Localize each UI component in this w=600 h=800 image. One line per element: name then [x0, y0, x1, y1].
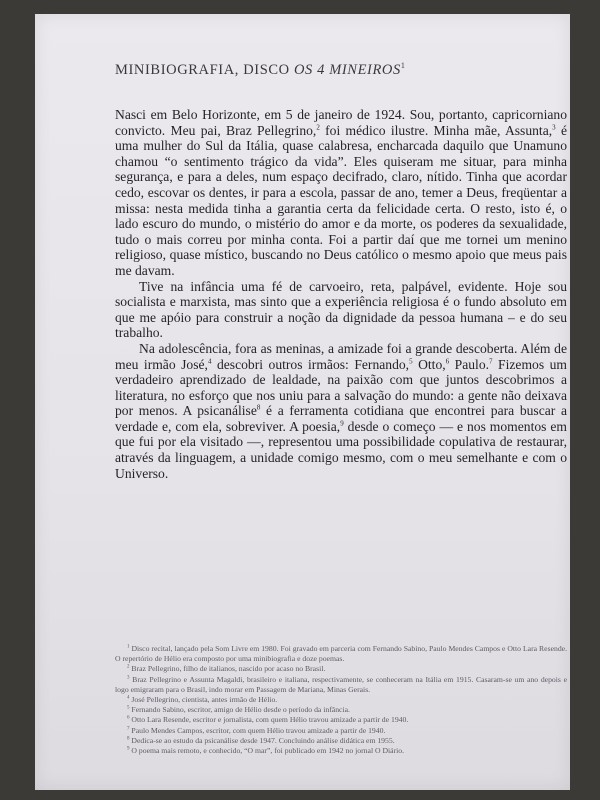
footnote-number: 8 — [127, 736, 130, 742]
footnote-text: José Pellegrino, cientista, antes irmão de Hélio. — [129, 695, 278, 705]
footnote-number: 5 — [127, 705, 130, 711]
page-heading — [115, 61, 535, 79]
footnote-ref: 8 — [256, 403, 261, 412]
footnote-number: 7 — [127, 726, 130, 732]
paragraph-text: Tive na infância uma fé de carvoeiro, reta, palpável, evidente. Hoje sou socialista e marxista, mas sinto que a experiência religiosa é o fundo absoluto em que me apóio para construir a noção da dignidade da pessoa humana – e do seu trabalho. — [115, 278, 567, 341]
footnote-number: 3 — [127, 675, 130, 681]
footnote-text: Disco recital, lançado pela Som Livre em 1980. Foi gravado em parceria com Fernando Sabino, Paulo Mendes Campos e Otto Lara Resende. O repertório de Hélio era composto por uma minibiografia e doze poemas. — [115, 644, 567, 664]
footnote-text: Braz Pellegrino e Assunta Magaldi, brasileiro e italiana, respectivamente, se conheceram na Itália em 1915. Casaram-se um ano depois e logo emigraram para o Brasil, indo morar em Passagem de Mariana, Minas Gerais. — [115, 674, 567, 694]
footnote-ref: 5 — [409, 356, 413, 365]
footnote-text: Paulo Mendes Campos, escritor, com quem Hélio travou amizade a partir de 1940. — [129, 725, 386, 735]
footnote — [115, 664, 567, 674]
heading-text: MINIBIOGRAFIA, DISCO — [115, 61, 294, 78]
heading-footnote-mark: 1 — [400, 61, 406, 70]
paragraph-text: Na adolescência, fora as meninas, a amizade foi a grande descoberta. Além de meu irmão José, — [115, 340, 567, 372]
footnote-ref: 4 — [207, 356, 212, 365]
footnote-number: 1 — [127, 644, 130, 650]
paragraph-text: Otto, — [412, 356, 446, 372]
footnote-ref: 6 — [445, 356, 450, 365]
footnote — [115, 746, 567, 756]
footnote-text: O poema mais remoto, e conhecido, “O mar”, foi publicado em 1942 no jornal O Diário. — [129, 746, 405, 756]
paragraph-text: descobri outros irmãos: Fernando, — [211, 356, 410, 372]
footnote — [115, 695, 567, 705]
footnote-ref: 3 — [552, 123, 556, 132]
paragraph-text: é a ferramenta cotidiana que encontrei para buscar a verdade e, com ela, sobreviver. A poesia, — [115, 403, 567, 434]
footnote-number: 2 — [127, 664, 130, 670]
body-text — [115, 107, 567, 481]
footnote-text: Fernando Sabino, escritor, amigo de Hélio desde o período da infância. — [129, 705, 350, 715]
body-paragraph — [115, 107, 567, 279]
footnote — [115, 736, 567, 746]
paragraph-text: desde o começo — e nos momentos em que fui por ela visitado —, representou uma possibilidade copulativa de restaurar, através da linguagem, a unidade comigo mesmo, com o meu semelhante e com o Universo. — [115, 418, 567, 481]
footnote — [115, 726, 567, 736]
footnote — [115, 705, 567, 715]
footnote-ref: 9 — [340, 419, 344, 428]
footnote — [115, 675, 567, 695]
footnote-text: Braz Pellegrino, filho de italianos, nascido por acaso no Brasil. — [129, 664, 326, 674]
footnote — [115, 715, 567, 725]
paragraph-text: Fizemos um verdadeiro aprendizado de lealdade, na paixão com que juntos descobrimos a literatura, no esforço que nos uniu para a salvação do mundo: a gente não deixava por menos. A psicanálise — [115, 356, 568, 419]
heading-album-title: OS 4 MINEIROS — [293, 61, 401, 78]
footnotes — [115, 644, 567, 756]
footnote — [115, 644, 567, 664]
footnote-text: Otto Lara Resende, escritor e jornalista, com quem Hélio travou amizade a partir de 1940. — [129, 715, 409, 725]
footnote-ref: 7 — [489, 356, 493, 365]
paragraph-text: Paulo. — [449, 356, 490, 372]
footnote-ref: 2 — [316, 123, 320, 132]
body-paragraph — [115, 279, 567, 341]
paragraph-text: é uma mulher do Sul da Itália, quase calabresa, encharcada daquilo que Unamuno chamou “o sentimento trágico da vida”. Eles quiseram me situar, para minha segurança, e para a deles, num espaço decifrado, claro, nítido. Tinha que acordar cedo, escovar os dentes, ir para a escola, passar de ano, temer a Deus, freqüentar a missa: nesta medida tinha a garantia certa da felicidade certa. O resto, isto é, o lado escuro do mundo, o mistério do amor e da morte, os poderes da sexualidade, tudo o mais correu por minha conta. Foi a partir daí que me tornei um menino religioso, quase místico, buscando no Deus católico o mesmo apoio que meus pais me davam. — [115, 122, 568, 278]
book-page — [35, 14, 570, 790]
footnote-text: Dedica-se ao estudo da psicanálise desde 1947. Concluindo análise didática em 1955. — [129, 735, 395, 745]
paragraph-text: Nasci em Belo Horizonte, em 5 de janeiro de 1924. Sou, portanto, capricorniano convicto. Meu pai, Braz Pellegrino, — [115, 107, 567, 138]
footnote-number: 9 — [127, 746, 130, 752]
footnote-number: 4 — [127, 695, 130, 701]
body-paragraph — [115, 341, 567, 481]
footnote-number: 6 — [127, 715, 130, 721]
paragraph-text: foi médico ilustre. Minha mãe, Assunta, — [319, 122, 553, 138]
